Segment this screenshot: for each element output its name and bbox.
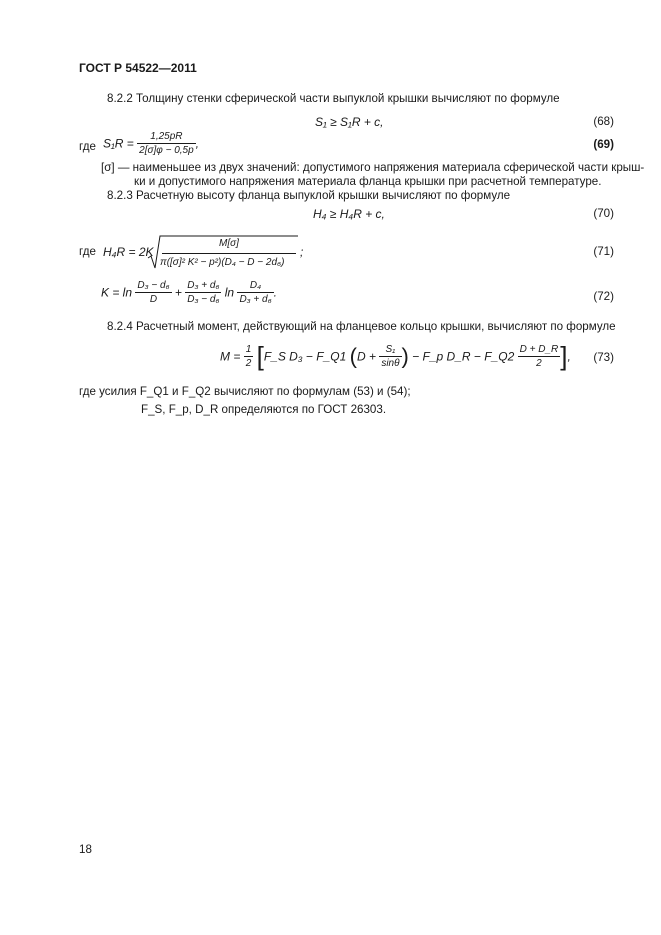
formula-68: S₁ ≥ S₁R + c, (315, 115, 384, 129)
left-paren-73: ( (349, 343, 357, 369)
equation-number-72: (72) (593, 290, 614, 303)
formula-69 (103, 131, 199, 156)
equation-number-73: (73) (593, 351, 614, 364)
formula-73-inner-d: D + (356, 349, 376, 364)
formula-71-lhs: H₄R = 2K (103, 245, 154, 259)
formula-73-d-denominator: 2 (536, 358, 542, 369)
section-822-text: 8.2.2 Толщину стенки сферической части выпуклой крышки вычисляют по формуле (107, 92, 560, 105)
formula-71-tail: ; (300, 245, 304, 259)
formula-73-lhs: M = (220, 349, 241, 364)
formula-72-f1-numerator: D₃ − d₆ (137, 280, 170, 291)
sigma-definition-line-2: ки и допустимого напряжения материала фланца крышки при расчетной температуре. (134, 175, 602, 188)
equation-number-68: (68) (593, 115, 614, 128)
formula-72-ln: ln (224, 285, 235, 300)
section-823-text: 8.2.3 Расчетную высоту фланца выпуклой крышки вычисляют по формуле (107, 189, 511, 202)
formula-69-numerator: 1,25pR (137, 131, 196, 144)
right-bracket-73: ] (560, 341, 568, 371)
formula-73-half-numerator: 1 (245, 344, 252, 355)
formula-73-s-numerator: S₁ (379, 344, 401, 357)
sigma-definition-line-1: [σ] — наименьшее из двух значений: допустимого напряжения материала сферической части крыш- (101, 161, 645, 174)
formula-72-plus: + (174, 285, 182, 300)
section-824-text: 8.2.4 Расчетный момент, действующий на фланцевое кольцо крышки, вычисляют по формуле (107, 320, 616, 333)
formula-71-denominator: π([σ]² K² − p²)(D₄ − D − 2d₆) (160, 257, 285, 268)
equation-number-69: (69) (593, 138, 614, 151)
formula-69-denominator: 2[σ]φ − 0,5p (139, 145, 194, 156)
where-label-69: где (79, 140, 96, 153)
left-bracket-73: [ (256, 341, 264, 371)
formula-73-half-denominator: 2 (245, 358, 252, 369)
formula-72-lhs: K = ln (101, 285, 133, 300)
formula-72-f2-numerator: D₃ + d₆ (187, 280, 220, 291)
formula-73-tail: , (567, 349, 571, 364)
where-label-71: где (79, 245, 96, 258)
formula-72-f3-denominator: D₃ + d₆ (239, 294, 272, 305)
formula-73-d-numerator: D + D_R (519, 344, 559, 355)
formula-70: H₄ ≥ H₄R + c, (313, 207, 385, 221)
formula-72-f2-denominator: D₃ − d₆ (187, 294, 220, 305)
formula-72-tail: . (273, 285, 277, 300)
formula-73-part1: F_S D₃ − F_Q1 (263, 349, 347, 364)
page-number: 18 (79, 843, 92, 856)
right-paren-73: ) (401, 343, 409, 369)
formula-69-lhs: S₁R = (103, 136, 134, 151)
formula-73-s-denominator: sinθ (381, 358, 400, 369)
formula-73 (220, 341, 571, 372)
equation-number-71: (71) (593, 245, 614, 258)
formula-71-numerator: M[σ] (219, 238, 239, 249)
formula-72-f3-numerator: D₄ (237, 280, 273, 293)
forces-line-1: где усилия F_Q1 и F_Q2 вычисляют по формулам (53) и (54); (79, 385, 411, 398)
document-header: ГОСТ Р 54522—2011 (79, 61, 197, 75)
formula-69-tail: , (195, 136, 200, 151)
fraction-bar-71 (162, 253, 296, 254)
formula-72 (101, 280, 277, 305)
formula-73-part2: − F_p D_R − F_Q2 (412, 349, 515, 364)
equation-number-70: (70) (593, 207, 614, 220)
forces-line-2: F_S, F_p, D_R определяются по ГОСТ 26303. (141, 403, 387, 416)
formula-72-f1-denominator: D (149, 294, 158, 305)
